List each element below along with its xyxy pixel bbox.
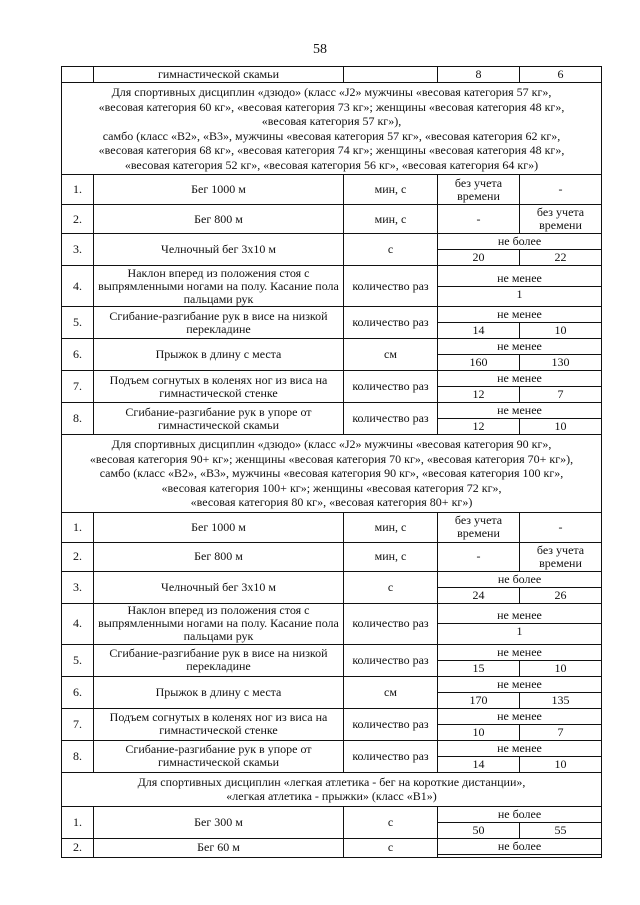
- norm-label: не менее: [438, 645, 601, 661]
- row-number: 1.: [62, 512, 94, 542]
- standards-table: [61, 66, 602, 858]
- section-header-line: «весовая категория 57 кг»),: [261, 114, 402, 128]
- norm-value-1: 10: [472, 724, 485, 739]
- unit-cell: количество раз: [344, 708, 438, 740]
- section-header-row: [62, 435, 602, 513]
- unit-cell: количество раз: [344, 644, 438, 676]
- section-header: [62, 435, 602, 513]
- norm-value-2: без учета времени: [520, 542, 602, 571]
- row-number: 2.: [62, 838, 94, 857]
- table-row: [62, 67, 602, 83]
- norm-value-2: 10: [519, 661, 601, 676]
- norm-value-2: 26: [519, 588, 601, 603]
- row-number: 2.: [62, 542, 94, 571]
- norm-value-2: 55: [519, 823, 601, 838]
- norm-label: не более: [438, 839, 601, 855]
- row-number: 2.: [62, 205, 94, 234]
- norm-value-1: без учета времени: [438, 512, 520, 542]
- norm-value-2: 10: [519, 323, 601, 338]
- norm-cell: [438, 403, 602, 435]
- norm-value-1: 12: [472, 419, 485, 433]
- exercise-name: Сгибание-разгибание рук в висе на низкой перекладине: [94, 307, 344, 339]
- table-row: [62, 838, 602, 857]
- table-row: [62, 403, 602, 435]
- norm-cell: [438, 234, 602, 266]
- row-number: 6.: [62, 339, 94, 371]
- unit-cell: количество раз: [344, 603, 438, 644]
- norm-cell: [438, 676, 602, 708]
- norm-value-2: -: [520, 175, 602, 205]
- unit-cell: количество раз: [344, 266, 438, 307]
- norm-value-1: 170: [469, 692, 488, 707]
- norm-value-1: 20: [472, 250, 485, 264]
- unit-cell: мин, с: [344, 175, 438, 205]
- table-row: [62, 644, 602, 676]
- norm-cell: [438, 806, 602, 838]
- norm-value-2: 7: [519, 725, 601, 740]
- row-number: [62, 67, 94, 83]
- row-number: 8.: [62, 740, 94, 772]
- norm-value-1: 8: [438, 67, 520, 83]
- norm-value-2: 7: [519, 387, 601, 402]
- norm-value-1: -: [438, 542, 520, 571]
- unit-cell: см: [344, 339, 438, 371]
- norm-cell: [438, 838, 602, 857]
- norm-label: не более: [438, 572, 601, 588]
- table-row: [62, 371, 602, 403]
- row-number: 1.: [62, 806, 94, 838]
- section-header-line: Для спортивных дисциплин «дзюдо» (класс «J2» мужчины «весовая категория 57 кг»,: [111, 85, 552, 99]
- section-header-line: «весовая категория 80 кг», «весовая категория 80+ кг»): [190, 495, 473, 509]
- unit-cell: с: [344, 838, 438, 857]
- norm-value-2: без учета времени: [520, 205, 602, 234]
- exercise-name: Наклон вперед из положения стоя с выпрямленными ногами на полу. Касание пола пальцами рук: [94, 603, 344, 644]
- section-header-line: «весовая категория 68 кг», «весовая категория 74 кг»; женщины «весовая категория 48 кг»,: [98, 143, 565, 157]
- section-header-row: [62, 772, 602, 806]
- exercise-name: Прыжок в длину с места: [94, 676, 344, 708]
- table-row: [62, 740, 602, 772]
- exercise-name: Бег 1000 м: [94, 512, 344, 542]
- row-number: 3.: [62, 571, 94, 603]
- table-row: [62, 307, 602, 339]
- exercise-name: Сгибание-разгибание рук в висе на низкой перекладине: [94, 644, 344, 676]
- unit-cell: количество раз: [344, 740, 438, 772]
- norm-label: не менее: [438, 709, 601, 725]
- norm-label: не менее: [438, 608, 601, 624]
- norm-value-2: 135: [519, 693, 601, 708]
- norm-cell: [438, 571, 602, 603]
- norm-value-1: 12: [472, 387, 485, 401]
- section-header-line: самбо (класс «В2», «В3», мужчины «весовая категория 90 кг», «весовая категория 100 кг»,: [99, 466, 564, 480]
- norm-value-1: 1: [516, 624, 523, 638]
- unit-cell: количество раз: [344, 371, 438, 403]
- norm-value-1: 50: [472, 822, 485, 837]
- exercise-name: Бег 60 м: [94, 838, 344, 857]
- norm-cell: [438, 603, 602, 644]
- exercise-name: Челночный бег 3x10 м: [94, 571, 344, 603]
- section-header-line: Для спортивных дисциплин «дзюдо» (класс «J2» мужчины «весовая категория 90 кг»,: [111, 437, 552, 451]
- row-number: 3.: [62, 234, 94, 266]
- section-header-line: Для спортивных дисциплин «легкая атлетика - бег на короткие дистанции»,: [137, 774, 526, 789]
- unit-cell: [344, 67, 438, 83]
- table-row: [62, 339, 602, 371]
- unit-cell: с: [344, 234, 438, 266]
- unit-cell: мин, с: [344, 205, 438, 234]
- exercise-name: Бег 300 м: [94, 806, 344, 838]
- section-header-line: самбо (класс «В2», «В3», мужчины «весовая категория 57 кг», «весовая категория 62 кг»,: [102, 128, 561, 143]
- norm-value-2: 22: [519, 250, 601, 265]
- norm-cell: [438, 740, 602, 772]
- row-number: 1.: [62, 175, 94, 205]
- norm-cell: [438, 266, 602, 307]
- exercise-name: Челночный бег 3x10 м: [94, 234, 344, 266]
- norm-label: не менее: [438, 339, 601, 355]
- section-header: [62, 772, 602, 806]
- norm-label: не менее: [438, 371, 601, 387]
- unit-cell: количество раз: [344, 403, 438, 435]
- row-number: 6.: [62, 676, 94, 708]
- norm-value-1: 14: [472, 323, 485, 337]
- unit-cell: с: [344, 806, 438, 838]
- page-number: 58: [313, 42, 327, 57]
- row-number: 7.: [62, 708, 94, 740]
- section-header-row: [62, 83, 602, 175]
- norm-label: не более: [438, 807, 601, 823]
- norm-value-2: 10: [519, 419, 601, 434]
- section-header-line: «весовая категория 90+ кг»; женщины «весовая категория 70 кг», «весовая категория 70+ кг»),: [89, 451, 574, 466]
- norm-label: не менее: [438, 677, 601, 693]
- unit-cell: с: [344, 571, 438, 603]
- exercise-name: Бег 800 м: [94, 542, 344, 571]
- table-row: [62, 512, 602, 542]
- norm-label: не менее: [438, 271, 601, 287]
- norm-value-2: -: [520, 512, 602, 542]
- norm-cell: [438, 644, 602, 676]
- table-row: [62, 266, 602, 307]
- norm-value-1: [438, 855, 601, 857]
- row-number: 5.: [62, 644, 94, 676]
- exercise-name: Прыжок в длину с места: [94, 339, 344, 371]
- table-row: [62, 708, 602, 740]
- norm-value-1: 24: [472, 587, 485, 602]
- exercise-name: Бег 1000 м: [94, 175, 344, 205]
- unit-cell: мин, с: [344, 542, 438, 571]
- norm-value-1: 15: [472, 660, 485, 675]
- table-row: [62, 205, 602, 234]
- norm-label: не более: [438, 234, 601, 250]
- exercise-name: Бег 800 м: [94, 205, 344, 234]
- unit-cell: мин, с: [344, 512, 438, 542]
- exercise-name: Сгибание-разгибание рук в упоре от гимнастической скамьи: [94, 740, 344, 772]
- norm-value-2: 10: [519, 757, 601, 772]
- norm-label: не менее: [438, 403, 601, 419]
- norm-cell: [438, 371, 602, 403]
- norm-cell: [438, 708, 602, 740]
- table-row: [62, 603, 602, 644]
- norm-value-1: 160: [469, 355, 488, 369]
- exercise-name: Сгибание-разгибание рук в упоре от гимнастической скамьи: [94, 403, 344, 435]
- table-row: [62, 571, 602, 603]
- exercise-name: Наклон вперед из положения стоя с выпрямленными ногами на полу. Касание пола пальцами рук: [94, 266, 344, 307]
- norm-value-1: -: [438, 205, 520, 234]
- section-header-line: «весовая категория 52 кг», «весовая категория 56 кг», «весовая категория 64 кг»): [124, 157, 539, 172]
- norm-value-2: 6: [520, 67, 602, 83]
- norm-cell: [438, 307, 602, 339]
- table-row: [62, 234, 602, 266]
- norm-value-1: 1: [516, 286, 523, 301]
- row-number: 4.: [62, 603, 94, 644]
- section-header-line: «легкая атлетика - прыжки» (класс «В1»): [226, 789, 437, 803]
- row-number: 4.: [62, 266, 94, 307]
- unit-cell: количество раз: [344, 307, 438, 339]
- row-number: 5.: [62, 307, 94, 339]
- table-row: [62, 806, 602, 838]
- unit-cell: см: [344, 676, 438, 708]
- exercise-name: Подъем согнутых в коленях ног из виса на гимнастической стенке: [94, 371, 344, 403]
- norm-label: не менее: [438, 741, 601, 757]
- section-header-line: «весовая категория 100+ кг»; женщины «весовая категория 72 кг»,: [161, 480, 502, 495]
- norm-value-1: 14: [472, 756, 485, 771]
- exercise-name: Подъем согнутых в коленях ног из виса на гимнастической стенке: [94, 708, 344, 740]
- table-row: [62, 676, 602, 708]
- table-row: [62, 175, 602, 205]
- norm-value-2: 130: [519, 355, 601, 370]
- section-header-line: «весовая категория 60 кг», «весовая категория 73 кг»; женщины «весовая категория 48 кг»,: [98, 99, 565, 114]
- exercise-name: гимнастической скамьи: [94, 67, 344, 83]
- section-header: [62, 83, 602, 175]
- row-number: 7.: [62, 371, 94, 403]
- norm-cell: [438, 339, 602, 371]
- norm-value-1: без учета времени: [438, 175, 520, 205]
- norm-label: не менее: [438, 307, 601, 323]
- row-number: 8.: [62, 403, 94, 435]
- table-row: [62, 542, 602, 571]
